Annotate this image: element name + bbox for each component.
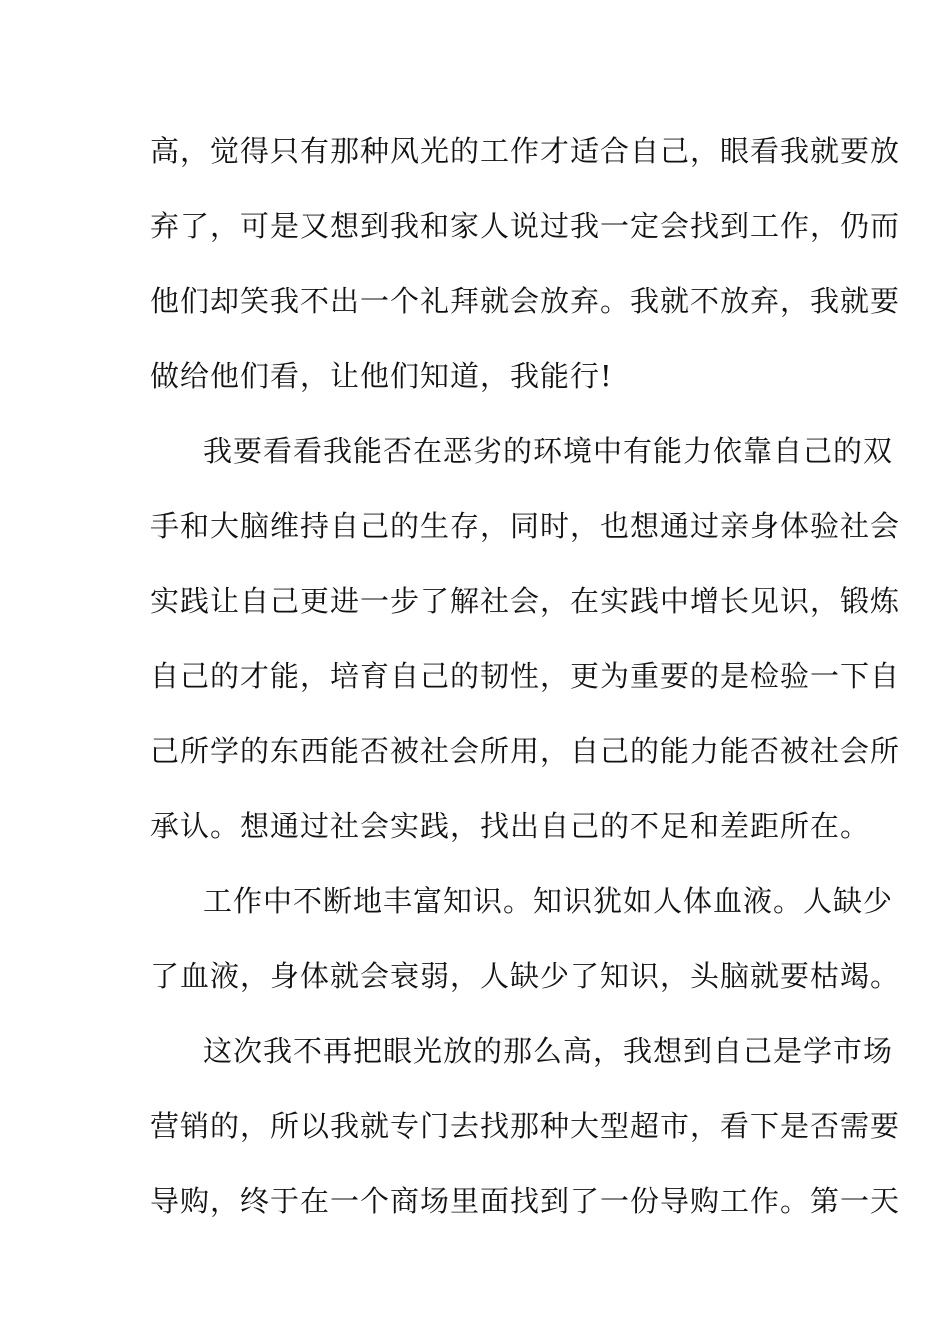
text-line: 承认。想通过社会实践，找出自己的不足和差距所在。 bbox=[150, 809, 871, 843]
text-line: 己所学的东西能否被社会所用，自己的能力能否被社会所 bbox=[150, 734, 901, 768]
text-line: 营销的，所以我就专门去找那种大型超市，看下是否需要 bbox=[150, 1109, 901, 1143]
text-line: 手和大脑维持自己的生存，同时，也想通过亲身体验社会 bbox=[150, 509, 901, 543]
text-line: 弃了，可是又想到我和家人说过我一定会找到工作，仍而 bbox=[150, 209, 901, 243]
text-line: 高，觉得只有那种风光的工作才适合自己，眼看我就要放 bbox=[150, 134, 901, 168]
paragraph-first-line: 这次我不再把眼光放的那么高，我想到自己是学市场 bbox=[203, 1034, 894, 1068]
text-line: 做给他们看，让他们知道，我能行! bbox=[150, 359, 613, 393]
text-line: 他们却笑我不出一个礼拜就会放弃。我就不放弃，我就要 bbox=[150, 284, 901, 318]
text-line: 实践让自己更进一步了解社会，在实践中增长见识，锻炼 bbox=[150, 584, 901, 618]
text-line: 导购，终于在一个商场里面找到了一份导购工作。第一天 bbox=[150, 1184, 901, 1218]
paragraph-first-line: 工作中不断地丰富知识。知识犹如人体血液。人缺少 bbox=[203, 884, 894, 918]
text-line: 了血液，身体就会衰弱，人缺少了知识，头脑就要枯竭。 bbox=[150, 959, 901, 993]
text-line: 自己的才能，培育自己的韧性，更为重要的是检验一下自 bbox=[150, 659, 901, 693]
paragraph-first-line: 我要看看我能否在恶劣的环境中有能力依靠自己的双 bbox=[203, 434, 894, 468]
